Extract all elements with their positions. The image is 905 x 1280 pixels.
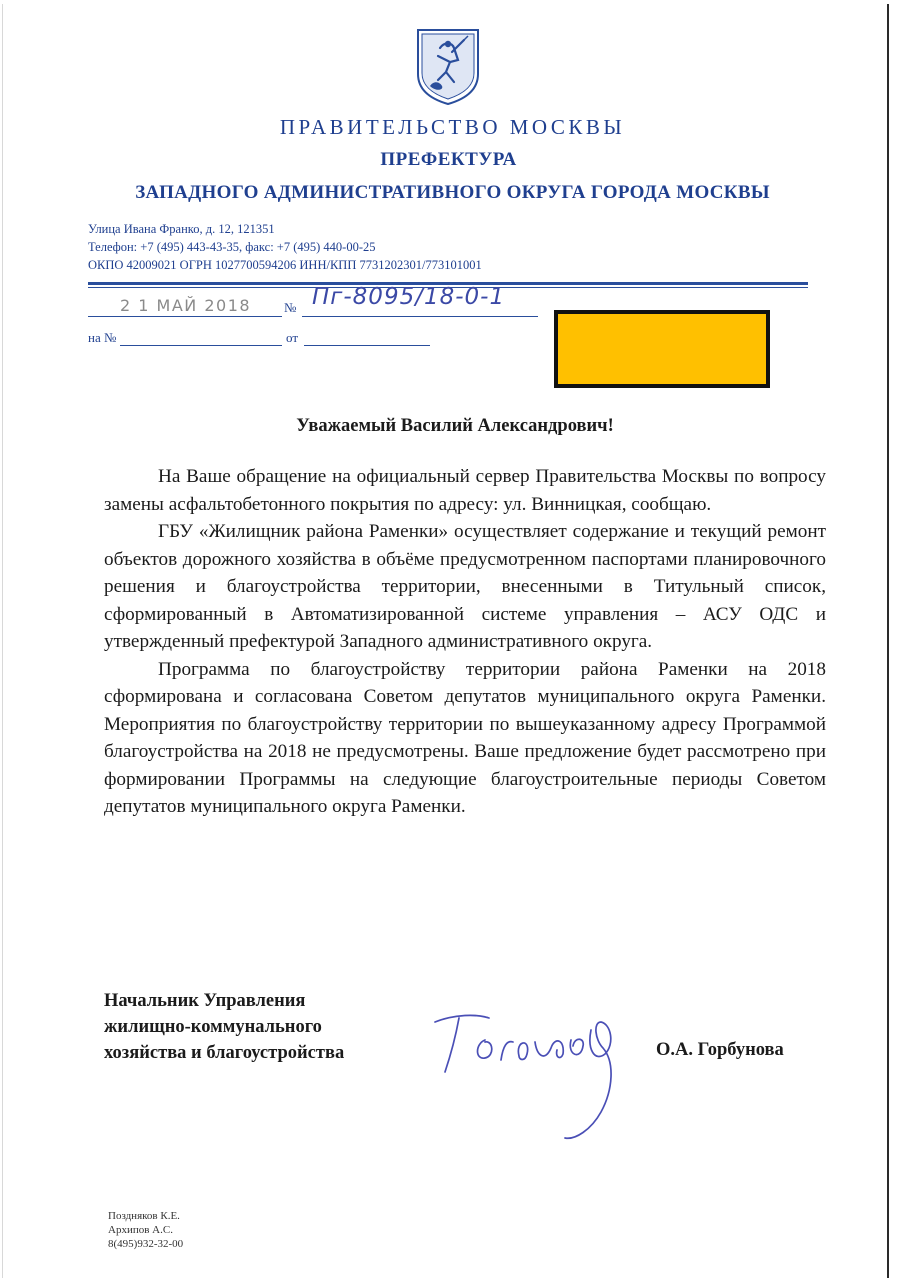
ref-from-line bbox=[304, 345, 430, 346]
executors-block bbox=[108, 1209, 183, 1251]
signatory-title bbox=[104, 988, 344, 1066]
number-field-line bbox=[302, 316, 538, 317]
signatory-name: О.А. Горбунова bbox=[656, 1040, 784, 1060]
executor-phone: 8(495)932-32-00 bbox=[108, 1238, 184, 1250]
district-title: ЗАПАДНОГО АДМИНИСТРАТИВНОГО ОКРУГА ГОРОДА МОСКВЫ bbox=[135, 182, 770, 203]
paragraph-1: На Ваше обращение на официальный сервер Правительства Москвы по вопросу замены асфальтобетонного покрытия по адресу: ул. Винницкая, сообщаю. bbox=[104, 466, 826, 515]
salutation: Уважаемый Василий Александрович! bbox=[296, 416, 614, 436]
signatory-title-line: Начальник Управления bbox=[104, 991, 306, 1011]
paragraph-3: Программа по благоустройству территории района Раменки на 2018 сформирована и согласована Советом депутатов муниципального округа Раменки. Мероприятия по благоустройству территории по вышеуказанному адресу Программой благоустройства на 2018 не предусмотрены. Ваше предложение будет рассмотрено при формировании Программы на следующие благоустроительные периоды Советом депутатов муниципального округа Раменки. bbox=[104, 658, 826, 817]
date-field-line bbox=[88, 316, 282, 317]
letter-body bbox=[104, 463, 826, 821]
number-label: № bbox=[284, 300, 297, 315]
paragraph-2: ГБУ «Жилищник района Раменки» осуществляет содержание и текущий ремонт объектов дорожного хозяйства в объёме предусмотренном паспортами планировочного решения и благоустройства территории, внесенными в Титульный список, сформированный в Автоматизированной системе управления – АСУ ОДС и утвержденный префектурой Западного административного округа. bbox=[104, 521, 826, 652]
government-title: ПРАВИТЕЛЬСТВО МОСКВЫ bbox=[279, 115, 626, 139]
ref-from-label: от bbox=[286, 330, 299, 345]
ref-number-line bbox=[120, 345, 282, 346]
executor-line: Архипов А.С. bbox=[108, 1224, 173, 1236]
handwritten-signature bbox=[415, 1000, 640, 1145]
ref-number-label: на № bbox=[88, 330, 117, 345]
date-stamp: 2 1 МАЙ 2018 bbox=[120, 296, 252, 315]
handwritten-number: Пг-8095/18-0-1 bbox=[312, 284, 506, 310]
prefecture-title: ПРЕФЕКТУРА bbox=[380, 149, 517, 170]
codes-line: ОКПО 42009021 ОГРН 1027700594206 ИНН/КПП 7731202301/773101001 bbox=[88, 258, 482, 272]
phone-line: Телефон: +7 (495) 443-43-35, факс: +7 (495) 440-00-25 bbox=[88, 240, 376, 254]
address-line: Улица Ивана Франко, д. 12, 121351 bbox=[88, 222, 275, 236]
signatory-title-line: хозяйства и благоустройства bbox=[104, 1043, 345, 1063]
moscow-coat-of-arms-icon bbox=[414, 26, 482, 106]
signatory-title-line: жилищно-коммунального bbox=[104, 1017, 322, 1037]
redaction-box bbox=[554, 310, 770, 388]
executor-line: Поздняков К.Е. bbox=[108, 1210, 180, 1222]
